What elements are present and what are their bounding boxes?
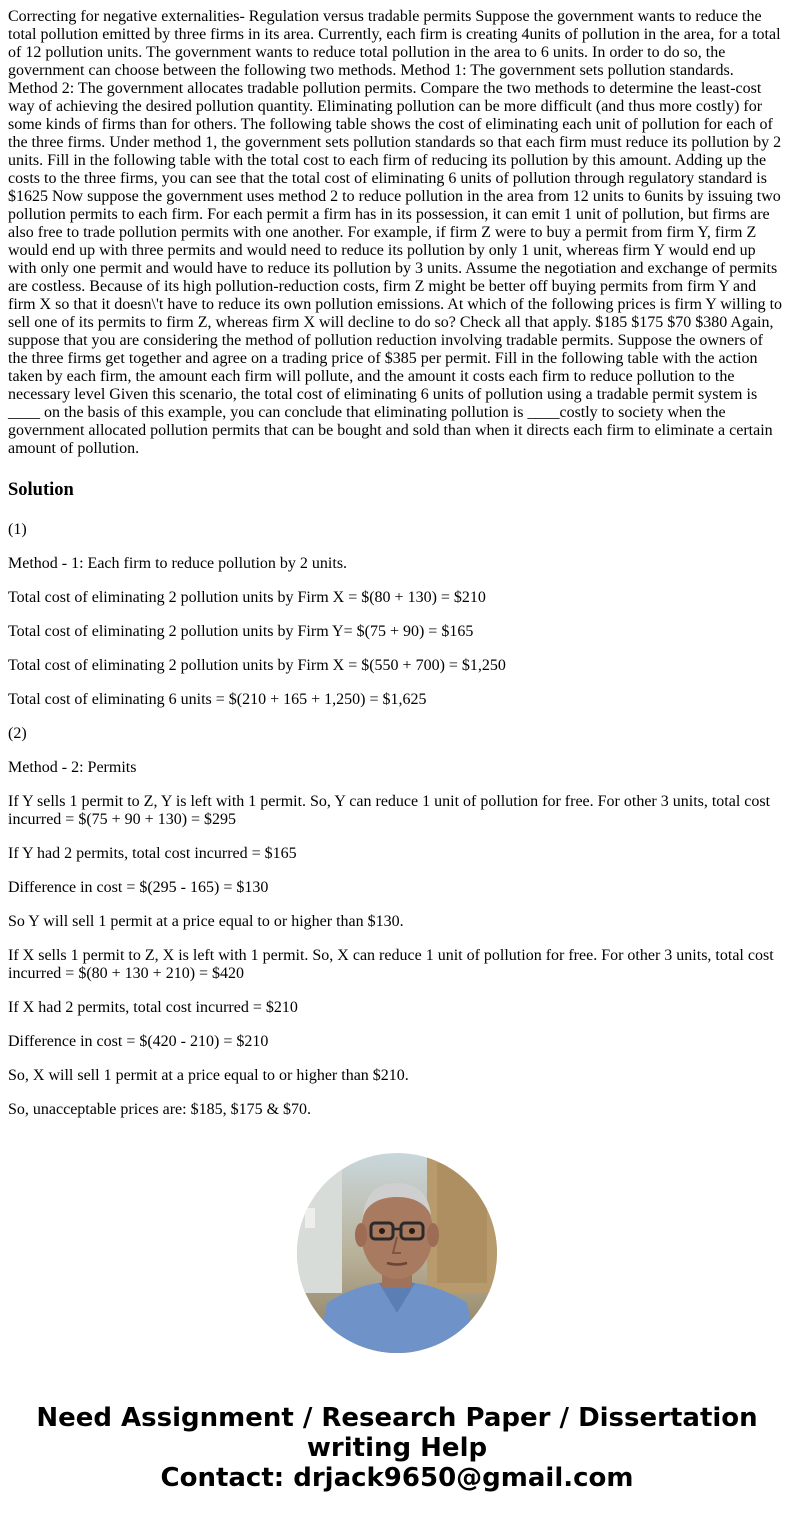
solution-line: If X sells 1 permit to Z, X is left with 1 permit. So, X can reduce 1 unit of pollution for free. For other 3 units, total cost incurred = $(80 + 130 + 210) = $420 xyxy=(8,947,774,982)
solution-line: Total cost of eliminating 2 pollution units by Firm Y= $(75 + 90) = $165 xyxy=(8,623,474,640)
solution-line: If X had 2 permits, total cost incurred = $210 xyxy=(8,999,298,1016)
solution-line: Difference in cost = $(420 - 210) = $210 xyxy=(8,1033,269,1050)
question-text: Correcting for negative externalities- Regulation versus tradable permits Suppose the government wants to reduce the total pollution emitted by three firms in its area. Currently, each firm is creating 4units of pollution in the area, for a total of 12 pollution units. The government wants to reduce total pollution in the area to 6 units. In order to do so, the government can choose between the following two methods. Method 1: The government sets pollution standards. Method 2: The government allocates tradable pollution permits. Compare the two methods to determine the least-cost way of achieving the desired pollution quantity. Eliminating pollution can be more difficult (and thus more costly) for some kinds of firms than for others. The following table shows the cost of eliminating each unit of pollution for each of the three firms. Under method 1, the government sets pollution standards so that each firm must reduce its pollution by 2 units. Fill in the following table with the total cost to each firm of reducing its pollution by this amount. Adding up the costs to the three firms, you can see that the total cost of eliminating 6 units of pollution through regulatory standard is $1625 Now suppose the government uses method 2 to reduce pollution in the area from 12 units to 6units by issuing two pollution permits to each firm. For each permit a firm has in its possession, it can emit 1 unit of pollution, but firms are also free to trade pollution permits with one another. For example, if firm Z were to buy a permit from firm Y, firm Z would end up with three permits and would need to reduce its pollution by only 1 unit, whereas firm Y would end up with only one permit and would have to reduce its pollution by 3 units. Assume the negotiation and exchange of permits are costless. Because of its high pollution-reduction costs, firm Z might be better off buying permits from firm Y and firm X so that it doesn\'t have to reduce its own pollution emissions. At which of the following prices is firm Y willing to sell one of its permits to firm Z, whereas firm X will decline to do so? Check all that apply. $185 $175 $70 $380 Again, suppose that you are considering the method of pollution reduction involving tradable permits. Suppose the owners of the three firms get together and agree on a trading price of $385 per permit. Fill in the following table with the action taken by each firm, the amount each firm will pollute, and the amount it costs each firm to reduce pollution to the necessary level Given this scenario, the total cost of eliminating 6 units of pollution using a tradable permit system is ____ on the basis of this example, you can conclude that eliminating pollution is ____costly to society when the government allocated pollution permits that can be bought and sold than when it directs each firm to eliminate a certain amount of pollution. xyxy=(8,8,783,457)
promo-line: Need Assignment / Research Paper / Dissertation xyxy=(36,1403,758,1433)
solution-line: Total cost of eliminating 2 pollution units by Firm X = $(550 + 700) = $1,250 xyxy=(8,657,506,674)
promo-contact: Contact: drjack9650@gmail.com xyxy=(160,1463,634,1493)
solution-heading: Solution xyxy=(8,480,74,500)
solution-line: (2) xyxy=(8,725,27,742)
solution-line: If Y had 2 permits, total cost incurred = $165 xyxy=(8,845,297,862)
author-portrait xyxy=(297,1153,497,1353)
solution-line: Total cost of eliminating 6 units = $(210 + 165 + 1,250) = $1,625 xyxy=(8,691,427,708)
solution-line: Method - 1: Each firm to reduce pollution by 2 units. xyxy=(8,555,348,572)
author-avatar xyxy=(297,1153,497,1353)
solution-line: (1) xyxy=(8,521,27,538)
document-body xyxy=(8,8,786,1135)
solution-line: So Y will sell 1 permit at a price equal to or higher than $130. xyxy=(8,913,404,930)
solution-line: Total cost of eliminating 2 pollution units by Firm X = $(80 + 130) = $210 xyxy=(8,589,486,606)
solution-line: If Y sells 1 permit to Z, Y is left with 1 permit. So, Y can reduce 1 unit of pollution for free. For other 3 units, total cost incurred = $(75 + 90 + 130) = $295 xyxy=(8,793,771,828)
solution-line: Method - 2: Permits xyxy=(8,759,137,776)
promo-line: writing Help xyxy=(306,1433,488,1463)
solution-body xyxy=(8,521,786,1119)
solution-line: Difference in cost = $(295 - 165) = $130 xyxy=(8,879,269,896)
promo-banner xyxy=(0,1403,794,1493)
solution-line: So, X will sell 1 permit at a price equal to or higher than $210. xyxy=(8,1067,409,1084)
solution-line: So, unacceptable prices are: $185, $175 & $70. xyxy=(8,1101,312,1118)
